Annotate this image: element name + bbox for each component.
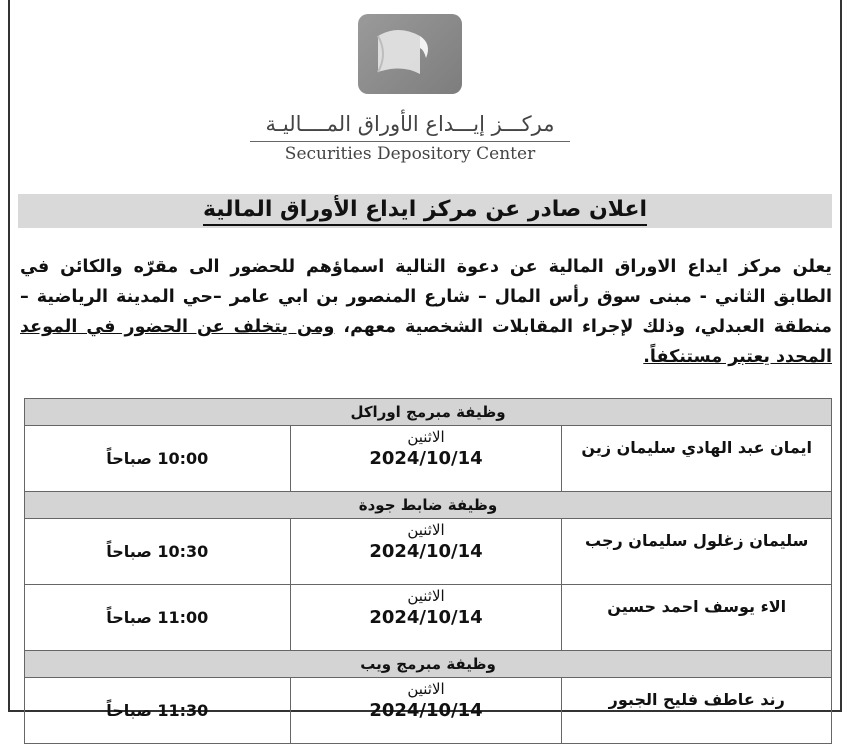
- candidate-name: سليمان زغلول سليمان رجب: [562, 519, 832, 585]
- job-header-row: [25, 492, 832, 519]
- interview-date-cell: [290, 585, 562, 651]
- interview-date: 2024/10/14: [369, 448, 483, 469]
- announcement-body: [20, 252, 832, 372]
- interview-schedule-table: [24, 398, 832, 744]
- candidate-name: الاء يوسف احمد حسين: [562, 585, 832, 651]
- job-header-row: [25, 651, 832, 678]
- job-title: وظيفة ضابط جودة: [25, 492, 832, 519]
- sdc-logo: [358, 14, 462, 94]
- candidate-name: رند عاطف فليح الجبور: [562, 678, 832, 744]
- interview-day: الاثنين: [407, 587, 445, 605]
- interview-date-cell: [290, 426, 562, 492]
- table-row: [25, 678, 832, 744]
- job-title: وظيفة مبرمج اوراكل: [25, 399, 832, 426]
- announcement-title-bar: [18, 194, 832, 228]
- interview-time: 10:30 صباحاً: [25, 519, 291, 585]
- interview-date: 2024/10/14: [369, 700, 483, 721]
- interview-day: الاثنين: [407, 428, 445, 446]
- interview-day: الاثنين: [407, 521, 445, 539]
- table-row: [25, 519, 832, 585]
- org-name-english: Securities Depository Center: [250, 141, 570, 164]
- table-row: [25, 426, 832, 492]
- job-title: وظيفة مبرمج ويب: [25, 651, 832, 678]
- interview-date: 2024/10/14: [369, 541, 483, 562]
- candidate-name: ايمان عبد الهادي سليمان زين: [562, 426, 832, 492]
- org-name-arabic: مركـــز إيـــداع الأوراق المــــاليـة: [265, 112, 555, 136]
- announcement-body-warning: ومن يتخلف عن الحضور في الموعد المحدد يعتبر مستنكفاً.: [20, 317, 832, 367]
- interview-date-cell: [290, 519, 562, 585]
- announcement-title: اعلان صادر عن مركز ايداع الأوراق المالية: [203, 196, 647, 226]
- interview-time: 10:00 صباحاً: [25, 426, 291, 492]
- interview-time: 11:30 صباحاً: [25, 678, 291, 744]
- interview-time: 11:00 صباحاً: [25, 585, 291, 651]
- interview-day: الاثنين: [407, 680, 445, 698]
- announcement-body-main: يعلن مركز ايداع الاوراق المالية عن دعوة التالية اسماؤهم للحضور الى مقرّه والكائن في الطابق الثاني - مبنى سوق رأس المال – شارع المنصور بن ابي عامر –حي المدينة الرياضية – منطقة العبدلي، وذلك لإجراء المقابلات الشخصية معهم،: [20, 257, 832, 337]
- interview-date: 2024/10/14: [369, 607, 483, 628]
- table-row: [25, 585, 832, 651]
- job-header-row: [25, 399, 832, 426]
- interview-date-cell: [290, 678, 562, 744]
